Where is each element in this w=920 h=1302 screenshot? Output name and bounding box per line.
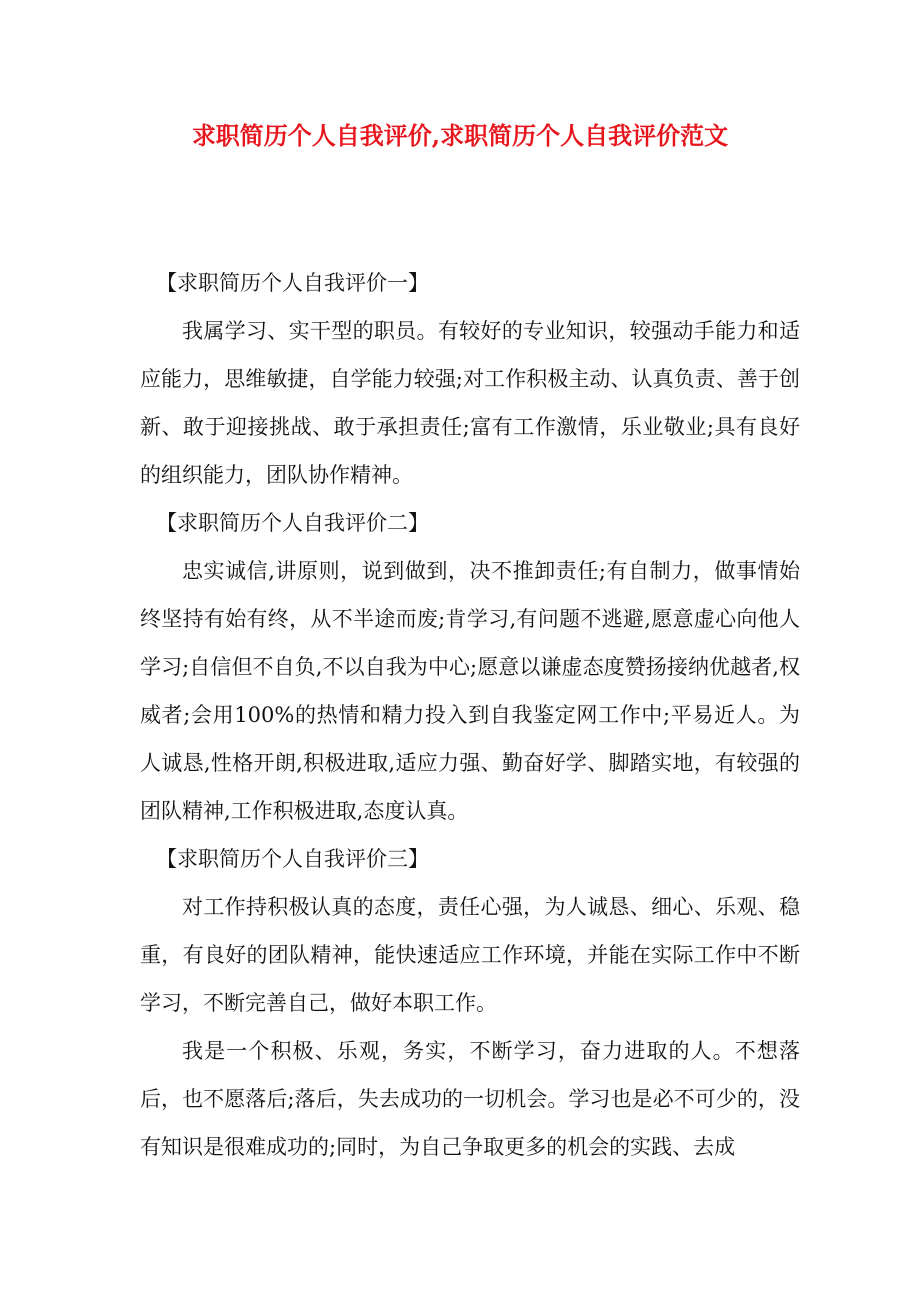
document-body — [140, 259, 800, 1171]
section-3-paragraph-2: 我是一个积极、乐观，务实，不断学习，奋力进取的人。不想落后，也不愿落后;落后，失去成功的一切机会。学习也是必不可少的，没有知识是很难成功的;同时，为自己争取更多的机会的实践、去成 — [140, 1039, 800, 1159]
section-2-paragraph-1: 忠实诚信,讲原则，说到做到，决不推卸责任;有自制力，做事情始终坚持有始有终，从不半途而废;肯学习,有问题不逃避,愿意虚心向他人学习;自信但不自负,不以自我为中心;愿意以谦虚态度赞扬接纳优越者,权威者;会用100%的热情和精力投入到自我鉴定网工作中;平易近人。为人诚恳,性格开朗,积极进取,适应力强、勤奋好学、脚踏实地，有较强的团队精神,工作积极进取,态度认真。 — [140, 559, 800, 823]
section-heading-2: 【求职简历个人自我评价二】 — [156, 511, 429, 535]
section-3-paragraph-1: 对工作持积极认真的态度，责任心强，为人诚恳、细心、乐观、稳重，有良好的团队精神，能快速适应工作环境，并能在实际工作中不断学习，不断完善自己，做好本职工作。 — [140, 895, 800, 1015]
section-heading-3: 【求职简历个人自我评价三】 — [156, 847, 429, 871]
document-title: 求职简历个人自我评价,求职简历个人自我评价范文 — [191, 121, 729, 150]
section-1-paragraph-1: 我属学习、实干型的职员。有较好的专业知识，较强动手能力和适应能力，思维敏捷，自学能力较强;对工作积极主动、认真负责、善于创新、敢于迎接挑战、敢于承担责任;富有工作激情，乐业敬业;具有良好的组织能力，团队协作精神。 — [140, 319, 800, 487]
section-heading-1: 【求职简历个人自我评价一】 — [156, 271, 429, 295]
